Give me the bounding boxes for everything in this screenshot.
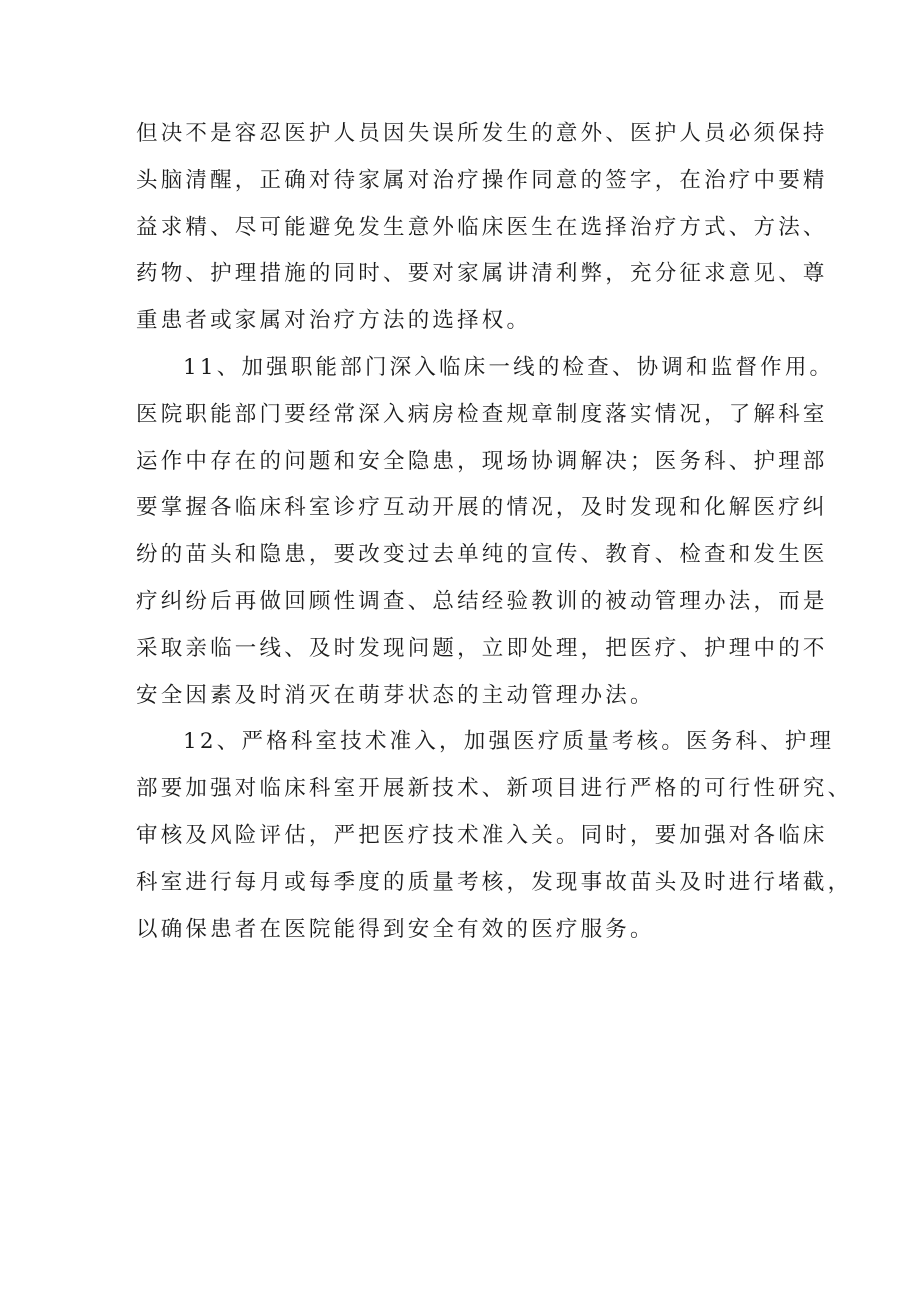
text-line: 疗纠纷后再做回顾性调查、总结经验教训的被动管理办法，而是 [136,588,828,614]
text-line: 药物、护理措施的同时、要对家属讲清利弊，充分征求意见、尊 [136,261,828,287]
text-line: 医院职能部门要经常深入病房检查规章制度落实情况，了解科室 [136,401,828,427]
text-line: 部要加强对临床科室开展新技术、新项目进行严格的可行性研究、 [136,776,853,802]
text-line: 但决不是容忍医护人员因失误所发生的意外、医护人员必须保持 [136,121,828,146]
paragraph-item-11 [136,345,835,719]
text-line: 采取亲临一线、及时发现问题，立即处理，把医疗、护理中的不 [136,635,828,661]
text-line: 以确保患者在医院能得到安全有效的医疗服务。 [136,916,655,942]
text-line: 头脑清醒，正确对待家属对治疗操作同意的签字，在治疗中要精 [136,167,828,193]
paragraph-item-12 [136,719,853,953]
text-line: 审核及风险评估，严把医疗技术准入关。同时，要加强对各临床 [136,822,828,848]
text-line: 科室进行每月或每季度的质量考核，发现事故苗头及时进行堵截， [136,869,853,895]
text-line: 11、加强职能部门深入临床一线的检查、协调和监督作用。 [183,354,835,380]
paragraph-continuation [136,111,828,345]
text-line: 12、严格科室技术准入，加强医疗质量考核。医务科、护理 [183,729,835,755]
text-line: 纷的苗头和隐患，要改变过去单纯的宣传、教育、检查和发生医 [136,542,828,568]
text-line: 要掌握各临床科室诊疗互动开展的情况，及时发现和化解医疗纠 [136,495,828,521]
text-line: 益求精、尽可能避免发生意外临床医生在选择治疗方式、方法、 [136,214,828,240]
text-line: 重患者或家属对治疗方法的选择权。 [136,308,532,334]
text-line: 安全因素及时消灭在萌芽状态的主动管理办法。 [136,682,655,708]
text-line: 运作中存在的问题和安全隐患，现场协调解决；医务科、护理部 [136,448,828,474]
document-body [136,111,853,953]
